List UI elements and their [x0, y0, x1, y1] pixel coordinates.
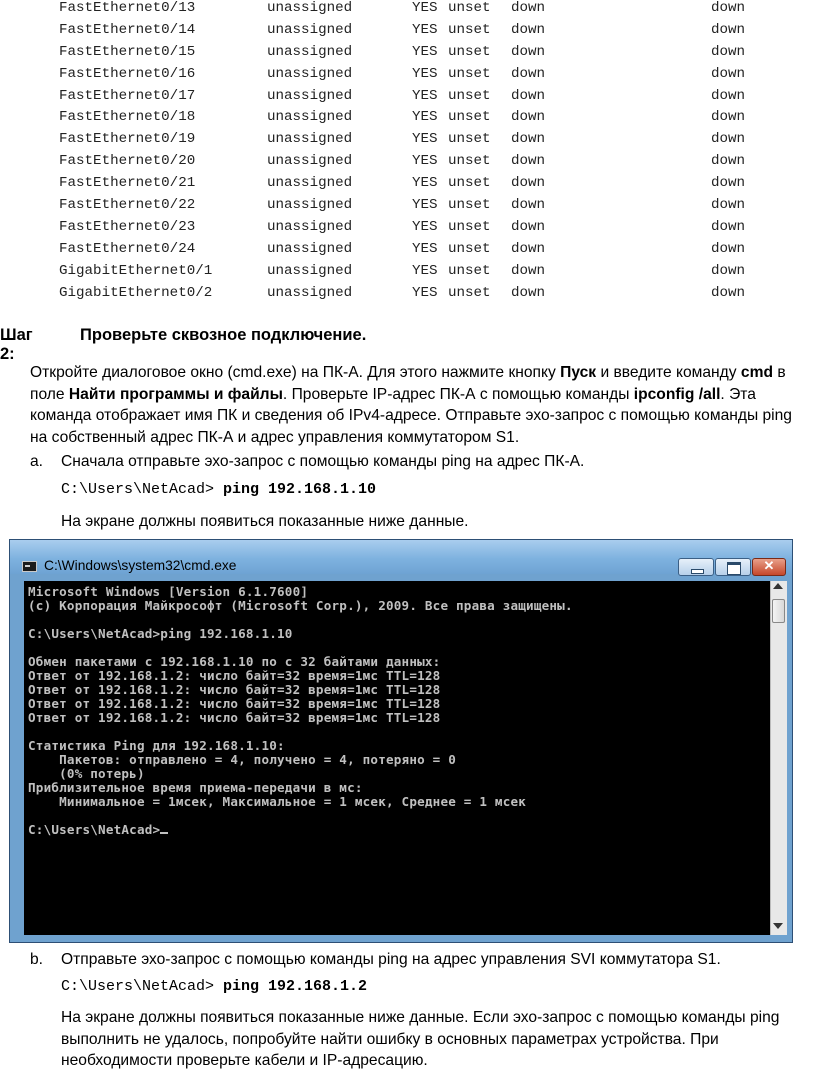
console-line: Приблизительное время приема-передачи в мс:	[28, 780, 363, 795]
protocol: down	[711, 153, 746, 170]
ip-address: unassigned	[267, 240, 353, 257]
ip-address: unassigned	[267, 284, 353, 301]
ok-flag: YES	[412, 65, 438, 82]
method: unset	[448, 43, 491, 60]
intro-bold-search: Найти программы и файлы	[68, 385, 283, 403]
ok-flag: YES	[412, 175, 438, 192]
item-a-label: a.	[30, 453, 44, 470]
step-title: Проверьте сквозное подключение.	[80, 326, 367, 344]
protocol: down	[711, 43, 746, 60]
protocol: down	[711, 21, 746, 38]
protocol: down	[711, 197, 746, 214]
method: unset	[448, 284, 491, 301]
ip-address: unassigned	[267, 65, 353, 82]
item-b-text: Отправьте эхо-запрос с помощью команды ping на адрес управления SVI коммутатора S1.	[61, 951, 721, 968]
status: down	[511, 43, 546, 60]
status: down	[511, 0, 546, 16]
item-b-command	[61, 978, 367, 995]
method: unset	[448, 218, 491, 235]
ok-flag: YES	[412, 218, 438, 235]
protocol: down	[711, 131, 746, 148]
console-line: Минимальное = 1мсек, Максимальное = 1 мсек, Среднее = 1 мсек	[28, 794, 527, 809]
cmd-icon	[22, 561, 37, 572]
protocol: down	[711, 284, 746, 301]
method: unset	[448, 240, 491, 257]
console-line: Microsoft Windows [Version 6.1.7600]	[28, 584, 309, 599]
method: unset	[448, 21, 491, 38]
interface-name: FastEthernet0/19	[59, 131, 196, 148]
method: unset	[448, 0, 491, 16]
ok-flag: YES	[412, 43, 438, 60]
ok-flag: YES	[412, 262, 438, 279]
method: unset	[448, 65, 491, 82]
method: unset	[448, 197, 491, 214]
console-line: C:\Users\NetAcad>ping 192.168.1.10	[28, 626, 293, 641]
scroll-thumb[interactable]	[772, 599, 785, 623]
ok-flag: YES	[412, 284, 438, 301]
ok-flag: YES	[412, 0, 438, 16]
window-title: C:\Windows\system32\cmd.exe	[44, 558, 237, 573]
ip-address: unassigned	[267, 197, 353, 214]
scroll-up-arrow-icon[interactable]	[773, 583, 783, 589]
method: unset	[448, 153, 491, 170]
vertical-scrollbar[interactable]	[770, 581, 787, 935]
intro-text-5: . Эта команда отображает имя ПК и сведения об IPv4-адресе. Отправьте эхо-запрос с помощью команды ping на собственный адрес ПК-А и адрес управления коммутатором S1.	[30, 385, 792, 446]
intro-text-1: Откройте диалоговое окно (cmd.exe) на ПК-А. Для этого нажмите кнопку	[30, 364, 561, 381]
interface-name: FastEthernet0/23	[59, 218, 196, 235]
ip-address: unassigned	[267, 153, 353, 170]
intro-bold-ipconfig: ipconfig /all	[633, 385, 721, 403]
status: down	[511, 218, 546, 235]
ok-flag: YES	[412, 21, 438, 38]
ok-flag: YES	[412, 153, 438, 170]
console-output[interactable]	[24, 581, 770, 935]
console-prompt	[28, 822, 168, 837]
ip-address: unassigned	[267, 21, 353, 38]
ip-address: unassigned	[267, 0, 353, 16]
method: unset	[448, 262, 491, 279]
ip-address: unassigned	[267, 262, 353, 279]
window-titlebar[interactable]	[10, 540, 792, 574]
console-line: (c) Корпорация Майкрософт (Microsoft Corp.), 2009. Все права защищены.	[28, 598, 573, 613]
console-line: Ответ от 192.168.1.2: число байт=32 время=1мс TTL=128	[28, 710, 441, 725]
prompt-text: C:\Users\NetAcad>	[28, 822, 161, 837]
console-line: Обмен пакетами с 192.168.1.10 по с 32 байтами данных:	[28, 654, 441, 669]
status: down	[511, 21, 546, 38]
step-number: Шаг 2:	[0, 326, 33, 363]
method: unset	[448, 175, 491, 192]
protocol: down	[711, 87, 746, 104]
status: down	[511, 175, 546, 192]
item-b-label: b.	[30, 951, 44, 968]
ok-flag: YES	[412, 87, 438, 104]
protocol: down	[711, 65, 746, 82]
intro-paragraph	[30, 362, 810, 448]
ip-address: unassigned	[267, 218, 353, 235]
console-line: Ответ от 192.168.1.2: число байт=32 время=1мс TTL=128	[28, 696, 441, 711]
interface-name: FastEthernet0/18	[59, 109, 196, 126]
close-button[interactable]	[752, 558, 786, 576]
method: unset	[448, 109, 491, 126]
status: down	[511, 109, 546, 126]
ip-address: unassigned	[267, 87, 353, 104]
interface-name: FastEthernet0/15	[59, 43, 196, 60]
cmd-window	[9, 539, 793, 943]
interface-name: FastEthernet0/17	[59, 87, 196, 104]
status: down	[511, 87, 546, 104]
interface-name: GigabitEthernet0/1	[59, 262, 213, 279]
intro-bold-cmd: cmd	[740, 364, 773, 381]
interface-name: FastEthernet0/13	[59, 0, 196, 16]
ip-address: unassigned	[267, 43, 353, 60]
method: unset	[448, 87, 491, 104]
intro-text-4: . Проверьте IP-адрес ПК-А с помощью команды	[282, 385, 634, 403]
protocol: down	[711, 175, 746, 192]
maximize-button[interactable]	[715, 558, 751, 576]
console-line: Ответ от 192.168.1.2: число байт=32 время=1мс TTL=128	[28, 682, 441, 697]
close-icon: ✕	[763, 558, 775, 573]
interface-name: FastEthernet0/24	[59, 240, 196, 257]
ok-flag: YES	[412, 109, 438, 126]
protocol: down	[711, 262, 746, 279]
console-line: (0% потерь)	[28, 766, 145, 781]
item-a-command-text: ping 192.168.1.10	[223, 481, 377, 498]
console-line: Статистика Ping для 192.168.1.10:	[28, 738, 285, 753]
ip-address: unassigned	[267, 109, 353, 126]
interface-name: GigabitEthernet0/2	[59, 284, 213, 301]
item-a-command	[61, 481, 376, 498]
item-a-note: На экране должны появиться показанные ниже данные.	[61, 513, 469, 530]
ip-address: unassigned	[267, 131, 353, 148]
item-a-prompt: C:\Users\NetAcad>	[61, 481, 224, 498]
console-line: Ответ от 192.168.1.2: число байт=32 время=1мс TTL=128	[28, 668, 441, 683]
status: down	[511, 153, 546, 170]
ip-address: unassigned	[267, 175, 353, 192]
protocol: down	[711, 218, 746, 235]
item-b-prompt: C:\Users\NetAcad>	[61, 978, 224, 995]
intro-bold-start: Пуск	[560, 364, 597, 381]
ok-flag: YES	[412, 240, 438, 257]
protocol: down	[711, 0, 746, 16]
status: down	[511, 65, 546, 82]
interface-name: FastEthernet0/22	[59, 197, 196, 214]
status: down	[511, 284, 546, 301]
interface-name: FastEthernet0/20	[59, 153, 196, 170]
intro-text-3: в поле	[30, 364, 786, 403]
interface-name: FastEthernet0/16	[59, 65, 196, 82]
method: unset	[448, 131, 491, 148]
item-b-command-text: ping 192.168.1.2	[223, 978, 368, 995]
interface-name: FastEthernet0/21	[59, 175, 196, 192]
minimize-button[interactable]	[678, 558, 714, 576]
protocol: down	[711, 109, 746, 126]
status: down	[511, 131, 546, 148]
ok-flag: YES	[412, 197, 438, 214]
status: down	[511, 240, 546, 257]
text-cursor	[160, 832, 168, 834]
scroll-down-arrow-icon[interactable]	[773, 923, 783, 929]
item-b-note: На экране должны появиться показанные ниже данные. Если эхо-запрос с помощью команды ping выполнить не удалось, попробуйте найти ошибку в основных параметрах устройства. При необходимости проверьте кабели и IP-адресацию.	[61, 1009, 780, 1069]
console-line: Пакетов: отправлено = 4, получено = 4, потеряно = 0	[28, 752, 457, 767]
interface-name: FastEthernet0/14	[59, 21, 196, 38]
status: down	[511, 262, 546, 279]
item-a-text: Сначала отправьте эхо-запрос с помощью команды ping на адрес ПК-А.	[61, 453, 585, 470]
status: down	[511, 197, 546, 214]
intro-text-2: и введите команду	[596, 364, 741, 381]
ok-flag: YES	[412, 131, 438, 148]
protocol: down	[711, 240, 746, 257]
